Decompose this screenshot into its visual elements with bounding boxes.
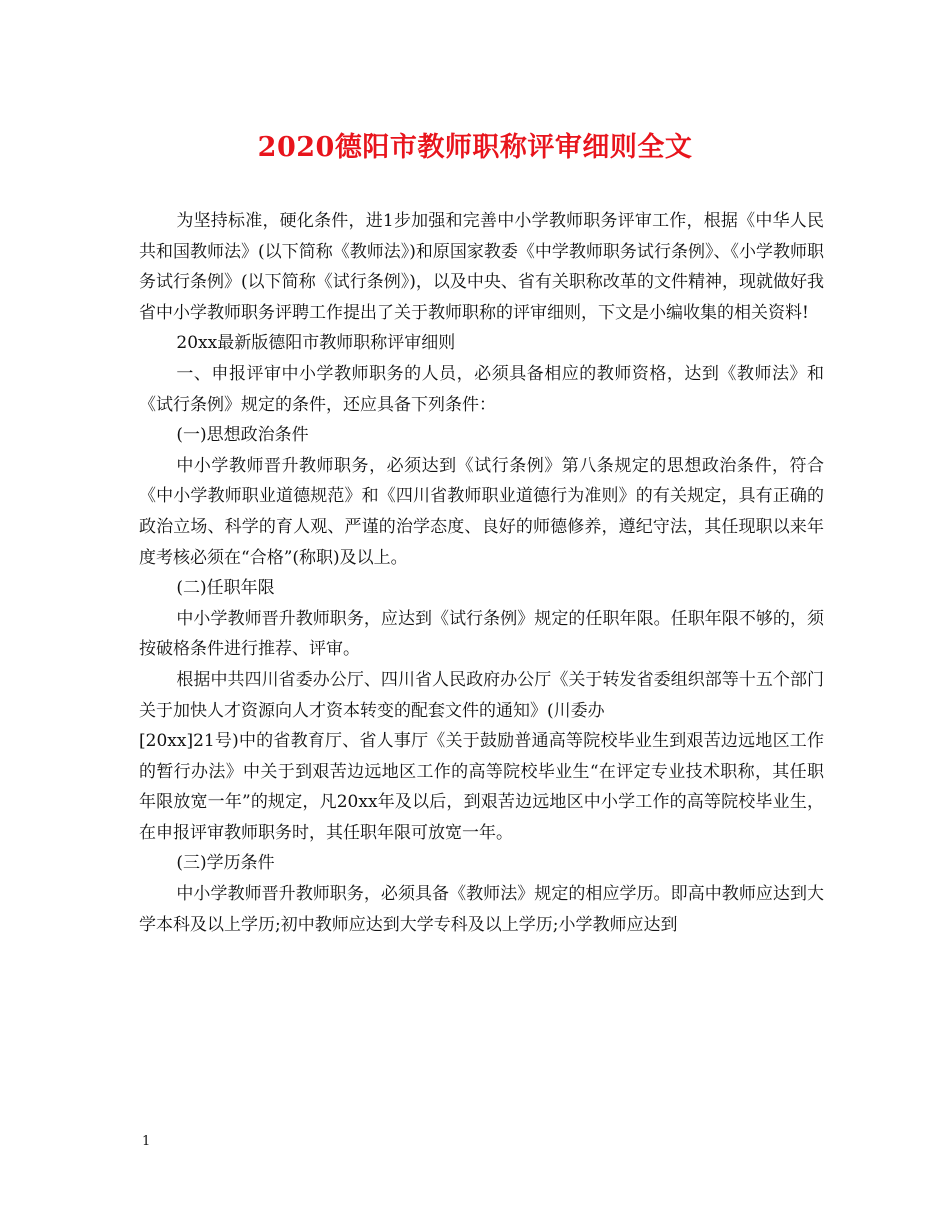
document-body (139, 206, 824, 940)
paragraph-section-1: 一、申报评审中小学教师职务的人员，必须具备相应的教师资格，达到《教师法》和《试行条例》规定的条件，还应具备下列条件： (139, 363, 824, 415)
paragraph-education: 中小学教师晋升教师职务，必须具备《教师法》规定的相应学历。即高中教师应达到大学本科及以上学历;初中教师应达到大学专科及以上学历;小学教师应达到 (139, 884, 824, 935)
paragraph-tenure: 中小学教师晋升教师职务，应达到《试行条例》规定的任职年限。任职年限不够的，须按破格条件进行推荐、评审。 (139, 608, 824, 660)
page-number: 1 (142, 1134, 151, 1149)
document-title: 2020德阳市教师职称评审细则全文 (257, 132, 693, 163)
paragraph-heading-tenure: (二)任职年限 (176, 578, 275, 599)
paragraph-heading-political: (一)思想政治条件 (176, 425, 309, 446)
paragraph-political-conditions: 中小学教师晋升教师职务，必须达到《试行条例》第八条规定的思想政治条件，符合《中小学教师职业道德规范》和《四川省教师职业道德行为准则》的有关规定，具有正确的政治立场、科学的育人观、严谨的治学态度、良好的师德修养，遵纪守法，其任现职以来年度考核必须在“合格”(称职)及以上。 (139, 455, 824, 568)
paragraph-subtitle: 20xx最新版德阳市教师职称评审细则 (176, 333, 456, 354)
paragraph-intro: 为坚持标准，硬化条件，进1步加强和完善中小学教师职务评审工作，根据《中华人民共和国教师法》(以下简称《教师法》)和原国家教委《中学教师职务试行条例》、《小学教师职务试行条例》(以下简称《试行条例》)，以及中央、省有关职称改革的文件精神，现就做好我省中小学教师职务评聘工作提出了关于教师职称的评审细则，下文是小编收集的相关资料! (139, 211, 824, 323)
paragraph-heading-education: (三)学历条件 (176, 853, 275, 874)
paragraph-remote-areas: [20xx]21号)中的省教育厅、省人事厅《关于鼓励普通高等院校毕业生到艰苦边远地区工作的暂行办法》中关于到艰苦边远地区工作的高等院校毕业生“在评定专业技术职称，其任职年限放宽一年”的规定，凡20xx年及以后，到艰苦边远地区中小学工作的高等院校毕业生，在申报评审教师职务时，其任职年限可放宽一年。 (139, 731, 824, 843)
paragraph-sichuan-notice: 根据中共四川省委办公厅、四川省人民政府办公厅《关于转发省委组织部等十五个部门关于加快人才资源向人才资本转变的配套文件的通知》(川委办 (139, 669, 824, 721)
